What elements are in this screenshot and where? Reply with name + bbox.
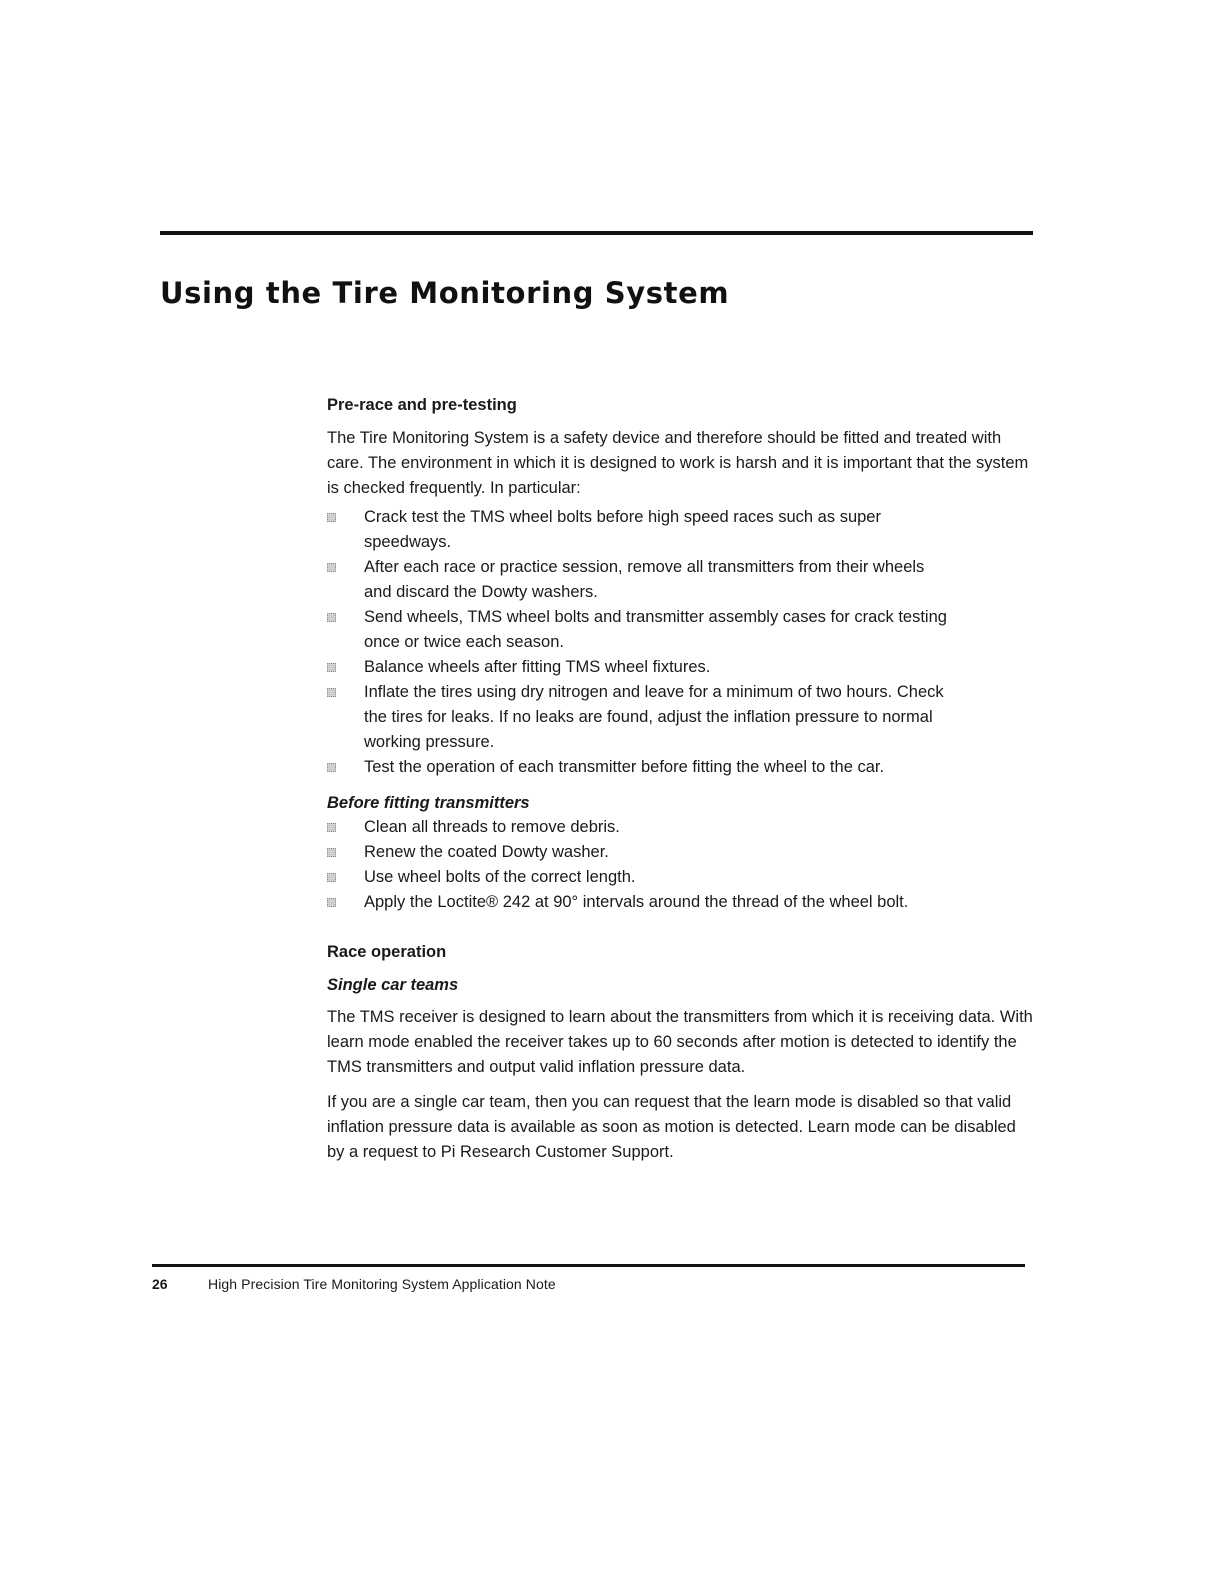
- list-item-text: Apply the Loctite® 242 at 90° intervals around the thread of the wheel bolt.: [364, 893, 909, 911]
- bullet-icon: [327, 823, 336, 832]
- page-footer: [152, 1276, 556, 1292]
- single-car-paragraph-2: If you are a single car team, then you can request that the learn mode is disabled so that valid inflation pressure data is available as soon as motion is detected. Learn mode can be disabled by a request to Pi Research Customer Support.: [327, 1093, 1016, 1161]
- section-heading-pre-race: Pre-race and pre-testing: [327, 396, 517, 414]
- list-item-text: Test the operation of each transmitter before fitting the wheel to the car.: [364, 758, 885, 776]
- bullet-icon: [327, 663, 336, 672]
- footer-doc-title: High Precision Tire Monitoring System Application Note: [208, 1276, 556, 1292]
- section-heading-race-operation: Race operation: [327, 943, 447, 961]
- before-fitting-checklist: [327, 815, 987, 915]
- section-heading-before-fitting: Before fitting transmitters: [327, 794, 530, 812]
- content-body: [327, 396, 1035, 1165]
- list-item: [327, 865, 987, 890]
- page-title: Using the Tire Monitoring System: [160, 276, 730, 310]
- list-item-text: Balance wheels after fitting TMS wheel fixtures.: [364, 658, 711, 676]
- list-item: [327, 680, 947, 755]
- list-item: [327, 815, 987, 840]
- list-item: [327, 505, 947, 555]
- list-item: [327, 755, 947, 780]
- list-item: [327, 655, 947, 680]
- list-item-text: Send wheels, TMS wheel bolts and transmitter assembly cases for crack testing once or twice each season.: [364, 608, 947, 651]
- list-item-text: After each race or practice session, remove all transmitters from their wheels and discard the Dowty washers.: [364, 558, 925, 601]
- bottom-rule: [152, 1264, 1025, 1267]
- page-number: 26: [152, 1276, 168, 1292]
- pre-race-intro-paragraph: The Tire Monitoring System is a safety device and therefore should be fitted and treated with care. The environment in which it is designed to work is harsh and it is important that the system is checked frequently. In particular:: [327, 429, 1029, 497]
- list-item: [327, 605, 947, 655]
- section-heading-single-car: Single car teams: [327, 976, 459, 994]
- list-item-text: Crack test the TMS wheel bolts before high speed races such as super speedways.: [364, 508, 881, 551]
- bullet-icon: [327, 763, 336, 772]
- pre-race-checklist: [327, 505, 947, 780]
- bullet-icon: [327, 848, 336, 857]
- single-car-paragraph-1: The TMS receiver is designed to learn about the transmitters from which it is receiving data. With learn mode enabled the receiver takes up to 60 seconds after motion is detected to identify the TMS transmitters and output valid inflation pressure data.: [327, 1008, 1033, 1076]
- bullet-icon: [327, 613, 336, 622]
- list-item: [327, 890, 987, 915]
- bullet-icon: [327, 513, 336, 522]
- list-item: [327, 840, 987, 865]
- list-item-text: Inflate the tires using dry nitrogen and leave for a minimum of two hours. Check the tires for leaks. If no leaks are found, adjust the inflation pressure to normal working pressure.: [364, 683, 944, 751]
- top-rule: [160, 231, 1033, 235]
- list-item-text: Use wheel bolts of the correct length.: [364, 868, 636, 886]
- list-item-text: Clean all threads to remove debris.: [364, 818, 620, 836]
- bullet-icon: [327, 898, 336, 907]
- list-item-text: Renew the coated Dowty washer.: [364, 843, 609, 861]
- list-item: [327, 555, 947, 605]
- bullet-icon: [327, 688, 336, 697]
- bullet-icon: [327, 563, 336, 572]
- bullet-icon: [327, 873, 336, 882]
